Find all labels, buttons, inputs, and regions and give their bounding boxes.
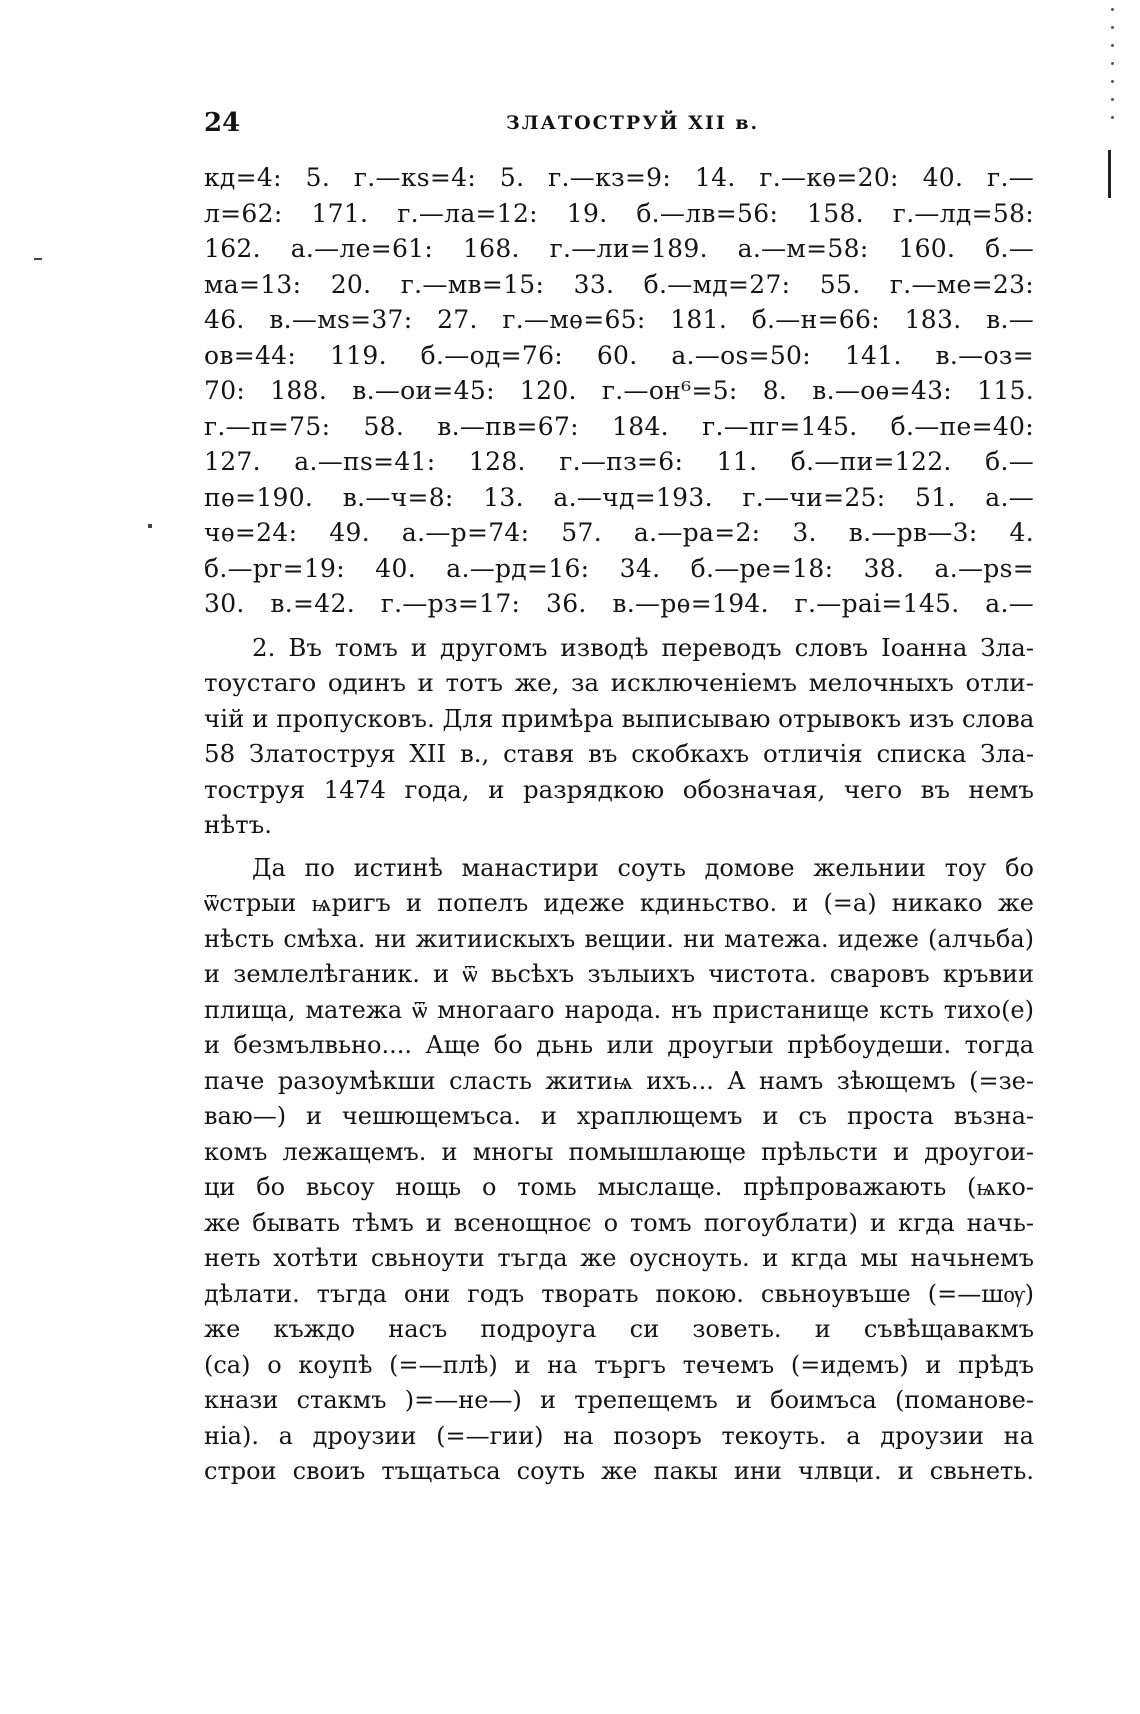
margin-mark xyxy=(34,258,42,260)
text-line: паче разоумѣкши сласть житиѩ ихъ... А намъ зѣющемъ (=зе- xyxy=(204,1066,1034,1095)
text-line: неть хотѣти свьноути тъгда же оусноуть. и кгда мы начьнемъ xyxy=(204,1244,1034,1272)
text-line: ѿстрыи ѩригъ и попелъ идеже кдиньство. и (=а) никако же xyxy=(204,889,1034,917)
text-line: кнази стакмъ )=—не—) и трепещемъ и боимъса (поманове- xyxy=(204,1386,1034,1414)
old-slavonic-quote xyxy=(204,851,1034,1490)
scan-edge-artifacts xyxy=(1104,0,1118,340)
text-line: г.—п=75: 58. в.—пв=67: 184. г.—пг=145. б.—пе=40: xyxy=(204,411,1034,441)
text-line: тоустаго одинъ и тотъ же, за исключеніемъ мелочныхъ отли- xyxy=(204,668,1034,697)
text-line: тоструя 1474 года, и разрядкою обозначая, чего въ немъ xyxy=(204,774,1034,804)
text-line: дѣлати. тъгда они годъ творать покою. свьноувъше (=—шѹ) xyxy=(204,1279,1034,1308)
text-line: нѣтъ. xyxy=(204,810,273,839)
text-line: нѣсть смѣха. ни житиискыхъ вещии. ни матежа. идеже (алчьба) xyxy=(204,924,1034,953)
text-line: же бывать тѣмъ и всенощноє о томъ погоублати) и кгда начь- xyxy=(204,1208,1034,1237)
text-line: Да по истинѣ манастири соуть домове жельнии тоу бо xyxy=(252,853,1034,882)
text-line: и землелѣганик. и ѿ вьсѣхъ зълыихъ чистота. сваровъ кръвии xyxy=(204,960,1034,988)
text-line: ци бо вьсоу нощь о томь мыслаще. прѣпроважають (ѩко- xyxy=(204,1173,1034,1201)
text-line: (са) о коупѣ (=—плѣ) и на търгъ течемъ (=идемъ) и прѣдъ xyxy=(204,1350,1034,1379)
text-line: кд=4: 5. г.—кs=4: 5. г.—кз=9: 14. г.—кѳ=20: 40. г.— xyxy=(204,163,1034,192)
page-number: 24 xyxy=(204,108,241,138)
text-column xyxy=(204,160,1034,1490)
text-line: 70: 188. в.—ои=45: 120. г.—он⁶=5: 8. в.—оѳ=43: 115. xyxy=(204,376,1034,405)
text-line: комъ лежащемъ. и многы помышлающе прѣльсти и дроугои- xyxy=(204,1137,1034,1166)
text-line: б.—рг=19: 40. а.—рд=16: 34. б.—ре=18: 38. а.—рs= xyxy=(204,553,1034,583)
text-line: чій и пропусковъ. Для примѣра выписываю отрывокъ изъ слова xyxy=(204,703,1035,733)
numeric-index-block xyxy=(204,160,1034,622)
text-line: ма=13: 20. г.—мв=15: 33. б.—мд=27: 55. г.—ме=23: xyxy=(204,269,1034,299)
margin-mark xyxy=(148,524,152,528)
text-line: же къждо насъ подроуга си зоветь. и съвѣщавакмъ xyxy=(204,1315,1034,1343)
text-line: чѳ=24: 49. а.—р=74: 57. а.—ра=2: 3. в.—рв—3: 4. xyxy=(204,518,1034,547)
text-line: ваю—) и чешющемъса. и храплющемъ и съ проста възна- xyxy=(204,1102,1034,1130)
text-line: ніа). а дроузии (=—гии) на позоръ текоуть. а дроузии на xyxy=(204,1421,1034,1450)
page-header xyxy=(204,108,1034,144)
text-line: 127. а.—пs=41: 128. г.—пз=6: 11. б.—пи=122. б.— xyxy=(204,447,1034,476)
text-line: 2. Въ томъ и другомъ изводѣ переводъ словъ Іоанна Зла- xyxy=(252,632,1034,662)
text-line: плища, матежа ѿ многааго народа. нъ пристанище кcть тихо(е) xyxy=(204,995,1034,1024)
text-line: л=62: 171. г.—ла=12: 19. б.—лв=56: 158. г.—лд=58: xyxy=(204,198,1034,228)
text-line: 162. а.—ле=61: 168. г.—ли=189. а.—м=58: 160. б.— xyxy=(204,234,1034,263)
text-line: 46. в.—мs=37: 27. г.—мѳ=65: 181. б.—н=66: 183. в.— xyxy=(204,305,1034,334)
text-line: пѳ=190. в.—ч=8: 13. а.—чд=193. г.—чи=25: 51. а.— xyxy=(204,482,1034,512)
text-line: 30. в.=42. г.—рз=17: 36. в.—рѳ=194. г.—раі=145. а.— xyxy=(204,589,1034,618)
text-line: ов=44: 119. б.—од=76: 60. а.—оs=50: 141. в.—оз= xyxy=(204,340,1034,370)
text-line: и безмълвьно.... Аще бо дьнь или дроугыи прѣбоудеши. тогда xyxy=(204,1031,1034,1059)
text-line: строи своиъ тъщатьса соуть же пакы ини члвци. и свьнеть. xyxy=(204,1457,1034,1485)
running-head: ЗЛАТОСТРУЙ XII в. xyxy=(506,112,760,134)
scan-edge-line xyxy=(1108,150,1111,198)
text-line: 58 Златоструя XII в., ставя въ скобкахъ отличія списка Зла- xyxy=(204,739,1034,768)
paragraph-2 xyxy=(204,630,1034,843)
